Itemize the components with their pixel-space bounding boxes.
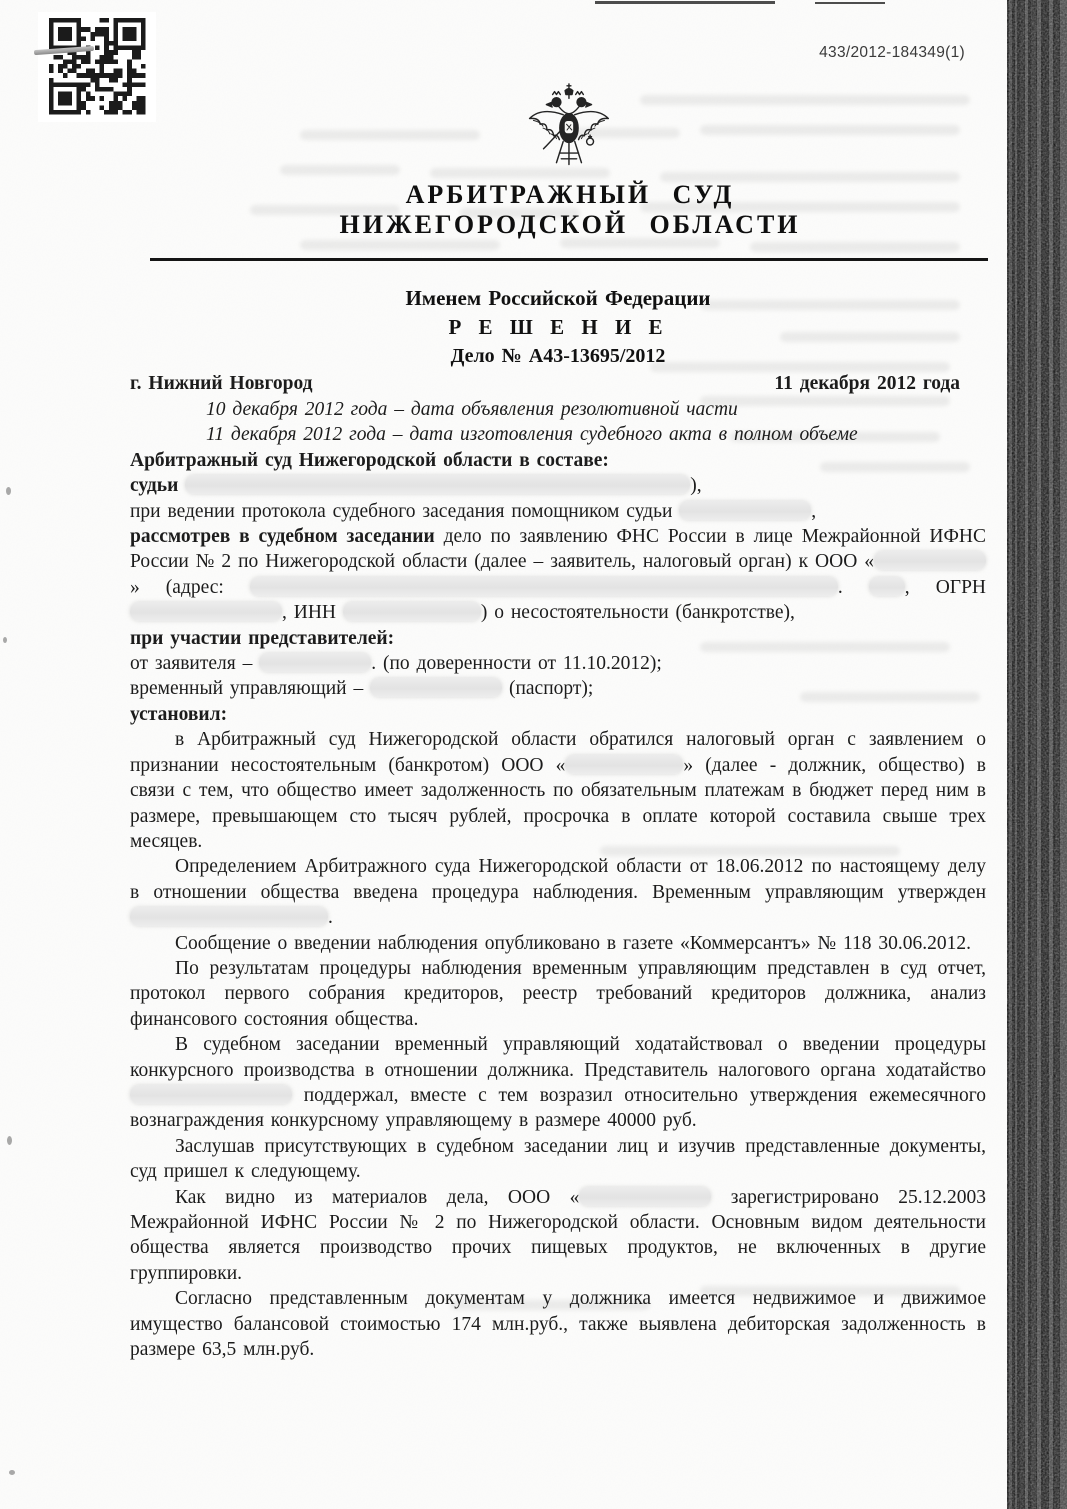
from-applicant: от заявителя –: [130, 653, 253, 675]
established-line: установил:: [130, 703, 228, 725]
scan-speck: [7, 1136, 12, 1145]
reviewed-bold: рассмотрев в судебном заседании: [130, 526, 435, 548]
court-name-line1: АРБИТРАЖНЫЙ СУД: [405, 180, 735, 209]
protocol-text: при ведении протокола судебного заседания помощником судьи: [130, 500, 673, 522]
bleed-through-line: [700, 125, 960, 135]
redaction-applicant-rep: [259, 653, 371, 672]
inn-label: , ИНН: [282, 602, 336, 624]
paragraph-6: [130, 1134, 986, 1185]
case-intro-paragraph: [130, 524, 986, 626]
p7-text-b: зарегистрировано 25.12.2003 Межрайонной ИФНС России № 2 по Нижегородской области. Основным видом деятельности общества является производство прочих пищевых продуктов, не включенных в другие группировки.: [130, 1186, 987, 1284]
protocol-close: ,: [811, 500, 817, 522]
qr-code: [49, 18, 146, 120]
p5-text-b: поддержал, вместе с тем возразил относительно утверждения ежемесячного вознаграждения конкурсному управляющему в размере 40000 руб.: [130, 1084, 986, 1132]
p1-text-a: в Арбитражный суд Нижегородской области обратился налоговый орган с заявлением о признании несостоятельным (банкротом) ООО «: [130, 729, 986, 776]
redaction-address: [250, 577, 838, 596]
court-name: [140, 180, 1000, 240]
case-number: Дело № А43-13695/2012: [450, 345, 666, 367]
applicant-tail: . (по доверенности от 11.10.2012);: [371, 653, 662, 675]
address-label: » (адрес:: [130, 576, 224, 598]
manager-line: [130, 676, 986, 701]
paragraph-8: [130, 1286, 986, 1362]
date-note-1: 10 декабря 2012 года – дата объявления резолютивной части: [206, 399, 738, 420]
judge-line-close: ),: [690, 475, 702, 497]
p4-text: По результатам процедуры наблюдения временным управляющим представлен в суд отчет, протокол первого собрания кредиторов, реестр требований кредиторов должника, анализ финансового состояния общества.: [130, 957, 986, 1030]
header-divider: [150, 258, 988, 261]
court-name-line2: НИЖЕГОРОДСКОЙ ОБЛАСТИ: [339, 210, 801, 239]
date-note-2: 11 декабря 2012 года – дата изготовления судебного акта в полном объеме: [206, 424, 858, 446]
scan-speck: [9, 1470, 15, 1475]
russia-coat-of-arms-icon: [520, 82, 616, 178]
redaction-p7-debtor: [579, 1187, 711, 1206]
scanner-binding-strip: [1007, 0, 1067, 1509]
scan-artifact-topline: [595, 1, 775, 4]
p8-text: Согласно представленным документам у должника имеется недвижимое и движимое имущество балансовой стоимостью 174 млн.руб., также выявлена дебиторская задолженность в размере 63,5 млн.руб.: [130, 1288, 986, 1361]
reviewed-rest: дело по заявлению ФНС России в лице Межрайонной ИФНС России № 2 по Нижегородской области (далее – заявитель, налоговый орган) к ООО «: [130, 526, 987, 573]
scan-speck: [3, 637, 7, 643]
judge-label: судьи: [130, 475, 179, 497]
city-label: г. Нижний Новгород: [130, 373, 313, 394]
p5-text-a: В судебном заседании временный управляющий ходатайствовал о введении процедуры конкурсного производства в отношении должника. Представитель налогового органа ходатайство: [130, 1034, 986, 1081]
bleed-through-line: [640, 95, 970, 105]
p7-text-a: Как видно из материалов дела, ООО «: [175, 1186, 580, 1208]
address-tail: .: [837, 576, 843, 598]
redaction-manager-name: [370, 678, 502, 697]
bleed-through-line: [750, 242, 960, 252]
p1-text-b: » (далее - должник, общество) в связи с тем, что общество имеет задолженность по обязательным платежам в бюджет перед ним в размере, превышающем сто тысяч рублей, просрочка в оплате которой составила свыше трех месяцев.: [130, 754, 986, 852]
bankruptcy-tail: ) о несостоятельности (банкротстве),: [480, 602, 795, 624]
scan-speck: [6, 487, 11, 495]
participants-line: при участии представителей:: [130, 627, 395, 649]
redaction-debtor-name: [874, 551, 986, 570]
p2-text-a: Определением Арбитражного суда Нижегородской области от 18.06.2012 по настоящему делу в отношении общества введена процедура наблюдения. Временным управляющим утвержден: [130, 856, 986, 903]
redaction-inn: [343, 602, 481, 621]
judge-line: [130, 473, 986, 498]
bleed-through-line: [300, 240, 500, 250]
paragraph-1: [130, 727, 986, 854]
court-composition-line: Арбитражный суд Нижегородской области в составе:: [130, 449, 609, 471]
qr-sticker: [38, 12, 156, 122]
p3-text: Сообщение о введении наблюдения опубликовано в газете «Коммерсантъ» № 118 30.06.2012.: [175, 932, 972, 954]
redaction-p5-motion: [130, 1085, 292, 1104]
paragraph-2: [130, 854, 986, 930]
bleed-through-line: [300, 130, 480, 140]
redaction-assistant-name: [679, 501, 811, 520]
scan-artifact-topline: [815, 2, 885, 4]
paragraph-4: [130, 956, 986, 1032]
p2-text-b: .: [328, 907, 333, 929]
redaction-judge-name: [185, 475, 690, 494]
ogrn-label: , ОГРН: [904, 576, 986, 598]
decision-title: Р Е Ш Е Н И Е: [448, 315, 668, 339]
manager-tail: (паспорт);: [508, 678, 594, 700]
paragraph-5: [130, 1032, 986, 1134]
paragraph-7: [130, 1185, 986, 1287]
in-the-name-line: Именем Российской Федерации: [405, 286, 711, 310]
temp-manager-label: временный управляющий –: [130, 678, 364, 700]
redaction-p1-debtor: [565, 755, 683, 774]
applicant-line: [130, 651, 986, 676]
paragraph-3: [130, 931, 986, 956]
protocol-line: [130, 499, 986, 524]
bleed-through-line: [280, 165, 400, 175]
document-number: 433/2012-184349(1): [819, 44, 965, 61]
redaction-address-2: [869, 577, 905, 596]
redaction-p2-manager: [130, 907, 328, 926]
decision-date: 11 декабря 2012 года: [774, 373, 960, 394]
city-date-row: [130, 370, 986, 397]
document-body: [130, 284, 986, 1362]
p6-text: Заслушав присутствующих в судебном заседании лиц и изучив представленные документы, суд пришел к следующему.: [130, 1135, 986, 1183]
redaction-ogrn: [130, 602, 282, 621]
